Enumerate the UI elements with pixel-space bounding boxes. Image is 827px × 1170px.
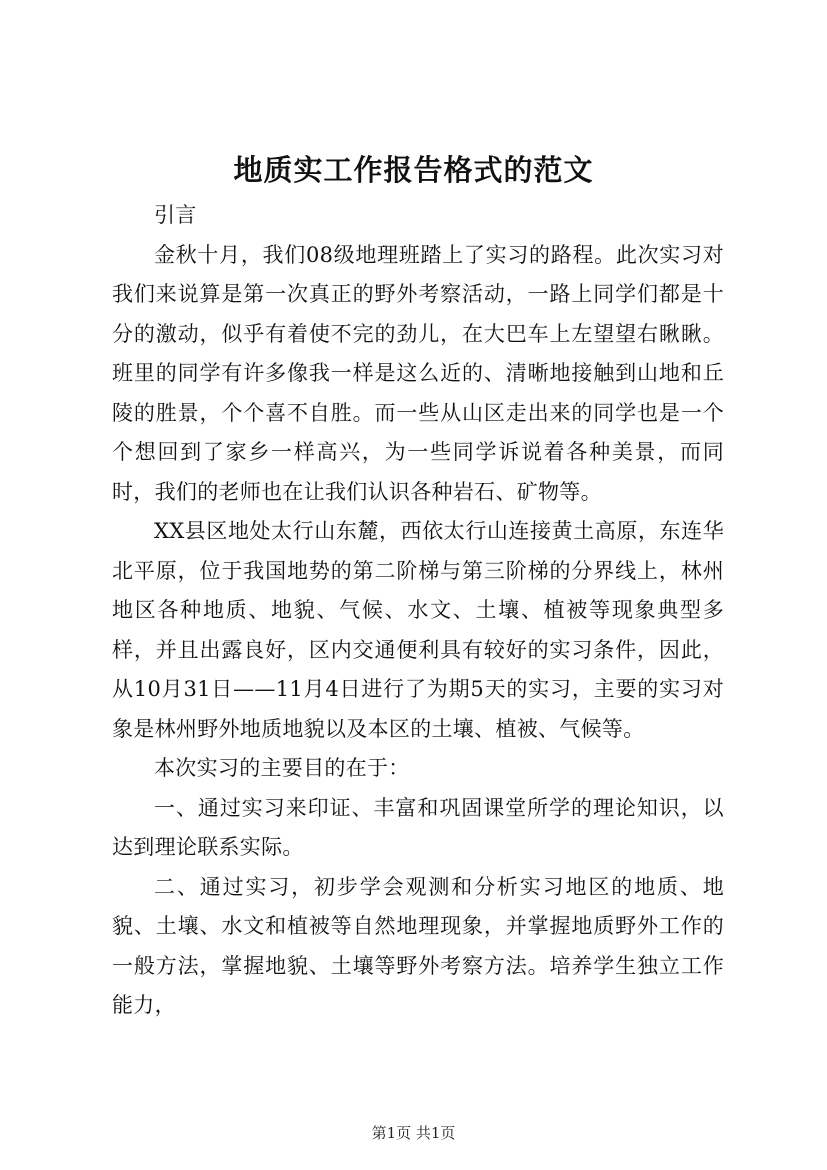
paragraph: 本次实习的主要目的在于： [154,756,410,780]
paragraph-intro-heading: 引言 [154,203,197,227]
paragraph: XX县区地处太行山东麓，西依太行山连接黄土高原，东连华北平原，位于我国地势的第二阶梯与第三阶梯的分界线上，林州地区各种地质、地貌、气候、水文、土壤、植被等现象典型多样，并且出露良好，区内交通便利具有较好的实习条件，因此，从10月31日——11月4日进行了为期5天的实习，主要的实习对象是林州野外地质地貌以及本区的土壤、植被、气候等。 [112,519,724,741]
paragraph: 一、通过实习来印证、丰富和巩固课堂所学的理论知识，以达到理论联系实际。 [112,795,724,859]
document-body [112,196,724,1026]
page-footer: 第1页 共1页 [371,1124,456,1142]
paragraph: 金秋十月，我们08级地理班踏上了实习的路程。此次实习对我们来说算是第一次真正的野外考察活动，一路上同学们都是十分的激动，似乎有着使不完的劲儿，在大巴车上左望望右瞅瞅。班里的同学有许多像我一样是这么近的、清晰地接触到山地和丘陵的胜景，个个喜不自胜。而一些从山区走出来的同学也是一个个想回到了家乡一样高兴，为一些同学诉说着各种美景，而同时，我们的老师也在让我们认识各种岩石、矿物等。 [112,242,724,504]
paragraph: 二、通过实习，初步学会观测和分析实习地区的地质、地貌、土壤、水文和植被等自然地理现象，并掌握地质野外工作的一般方法，掌握地貌、土壤等野外考察方法。培养学生独立工作能力， [112,874,724,1017]
document-title: 地质实工作报告格式的范文 [233,153,594,187]
